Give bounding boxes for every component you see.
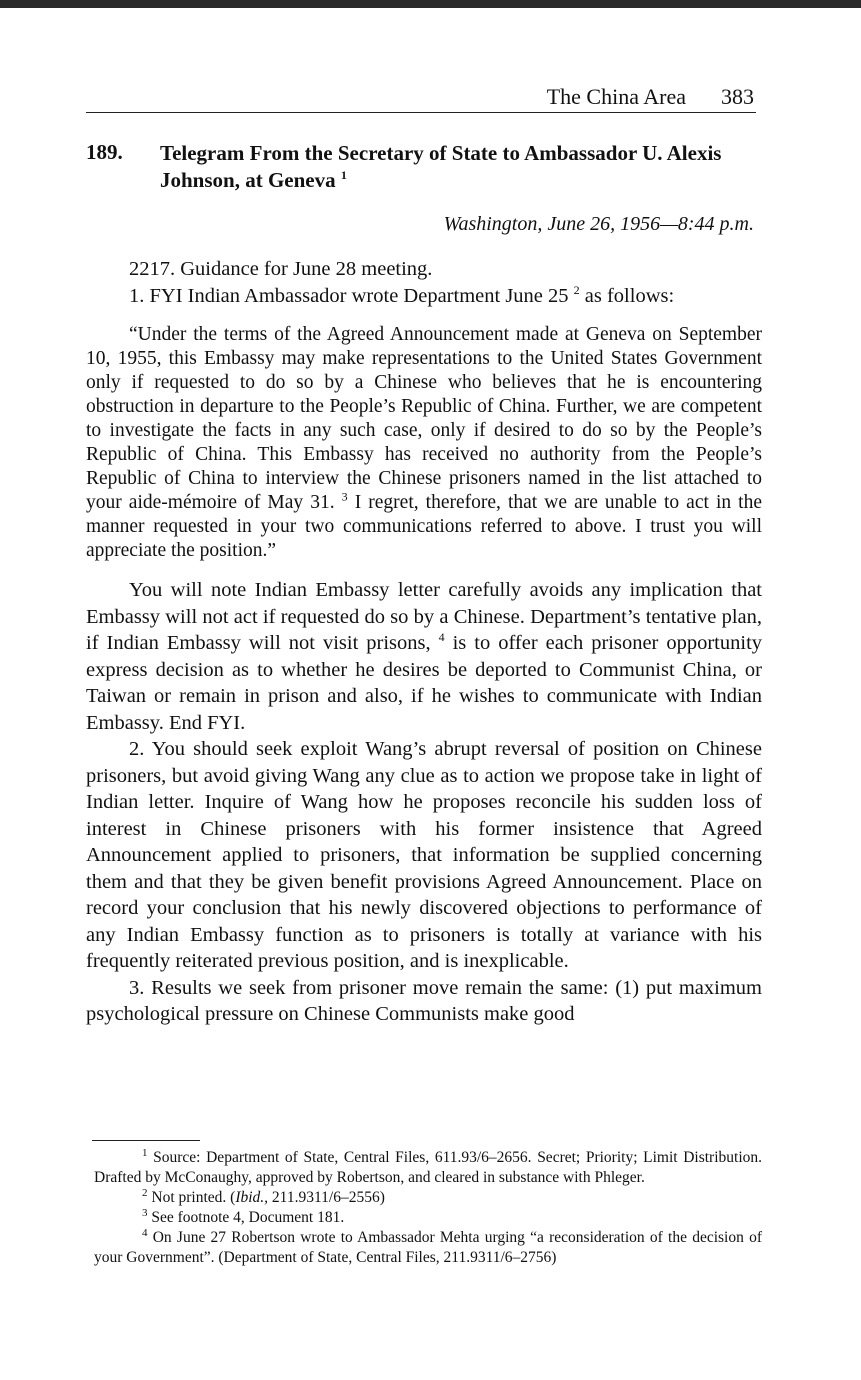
footnote-mark: 1 [142,1146,148,1159]
paragraph-note [86,577,762,736]
footnote-text: 211.9311/6–2556) [268,1189,385,1206]
footnote-text: On June 27 Robertson wrote to Ambassador Mehta urging “a reconsideration of the decision of your Government”. (Department of State, Central Files, 211.9311/6–2756) [94,1229,762,1266]
footnote-mark: 4 [142,1226,148,1239]
quote-text-b: I regret, therefore, that we are unable to act in the manner requested in your two communications referred to above. I trust you will appreciate the position.” [86,492,763,561]
running-header [86,84,756,113]
footnote-mark: 3 [142,1206,148,1219]
footnotes [94,1148,762,1268]
paragraph-1-text: 1. FYI Indian Ambassador wrote Department June 25 [129,284,569,307]
paragraph-note-text: You will note Indian Embassy letter carefully avoids any implication that Embassy will not act if requested do so by a Chinese. Department’s tentative plan, if Indian Embassy will not visit prisons, [86,579,762,654]
telegram-body [86,256,762,1028]
footnote-2 [94,1188,762,1208]
section-title: The China Area [546,84,686,109]
footnote-ref-3: 3 [341,489,348,504]
quoted-letter [86,323,762,563]
dateline: Washington, June 26, 1956—8:44 p.m. [443,213,754,235]
footnote-ref-4: 4 [438,630,445,645]
footnote-4 [94,1228,762,1268]
footnote-text: Source: Department of State, Central Files, 611.93/6–2656. Secret; Priority; Limit Distribution. Drafted by McConaughy, approved by Robertson, and cleared in substance with Phleger. [94,1149,763,1186]
document-title [160,140,760,194]
footnote-ibid: Ibid., [235,1189,269,1206]
footnote-ref-1: 1 [340,168,347,182]
paragraph-1 [86,283,762,310]
paragraph-2: 2. You should seek exploit Wang’s abrupt reversal of position on Chinese prisoners, but avoid giving Wang any clue as to action we propose take in light of Indian letter. Inquire of Wang how he proposes reconcile his sudden loss of interest in Chinese prisoners with his former insistence that Agreed Announcement applied to prisoners, that information be supplied concerning them and that they be given benefit provisions Agreed Announcement. Place on record your conclusion that his newly discovered objections to performance of any Indian Embassy function as to prisoners is totally at variance with his frequently reiterated previous position, and is inexplicable. [86,738,762,972]
footnote-1 [94,1148,762,1188]
page-number: 383 [721,84,754,109]
document-number: 189. [86,140,123,164]
paragraph-guidance: 2217. Guidance for June 28 meeting. [129,258,433,280]
footnote-text: See footnote 4, Document 181. [151,1209,345,1226]
paragraph-3: 3. Results we seek from prisoner move remain the same: (1) put maximum psychological pressure on Chinese Communists make good [86,976,762,1025]
footnote-text: Not printed. ( [151,1189,236,1206]
scan-top-edge [0,0,861,8]
footnote-3 [94,1208,762,1228]
footnote-mark: 2 [142,1186,148,1199]
paragraph-note-tail: is to offer each prisoner opportunity express decision as to whether he desires be deported to Communist China, or Taiwan or remain in prison and also, if he wishes to communicate with Indian Embassy. End FYI. [86,632,763,734]
footnote-rule [92,1140,200,1141]
quote-text-a: “Under the terms of the Agreed Announcement made at Geneva on September 10, 1955, this Embassy may make representations to the United States Government only if requested to do so by a Chinese who believes that he is encountering obstruction in departure to the People’s Republic of China. Further, we are competent to investigate the facts in any such case, only if desired to do so by the People’s Republic of China. This Embassy has received no authority from the People’s Republic of China to interview the Chinese prisoners named in the list attached to your aide-mémoire of May 31. [86,324,762,513]
footnote-ref-2: 2 [573,282,580,297]
document-title-text: Telegram From the Secretary of State to Ambassador U. Alexis Johnson, at Geneva [160,141,722,192]
paragraph-1-tail: as follows: [584,284,675,307]
